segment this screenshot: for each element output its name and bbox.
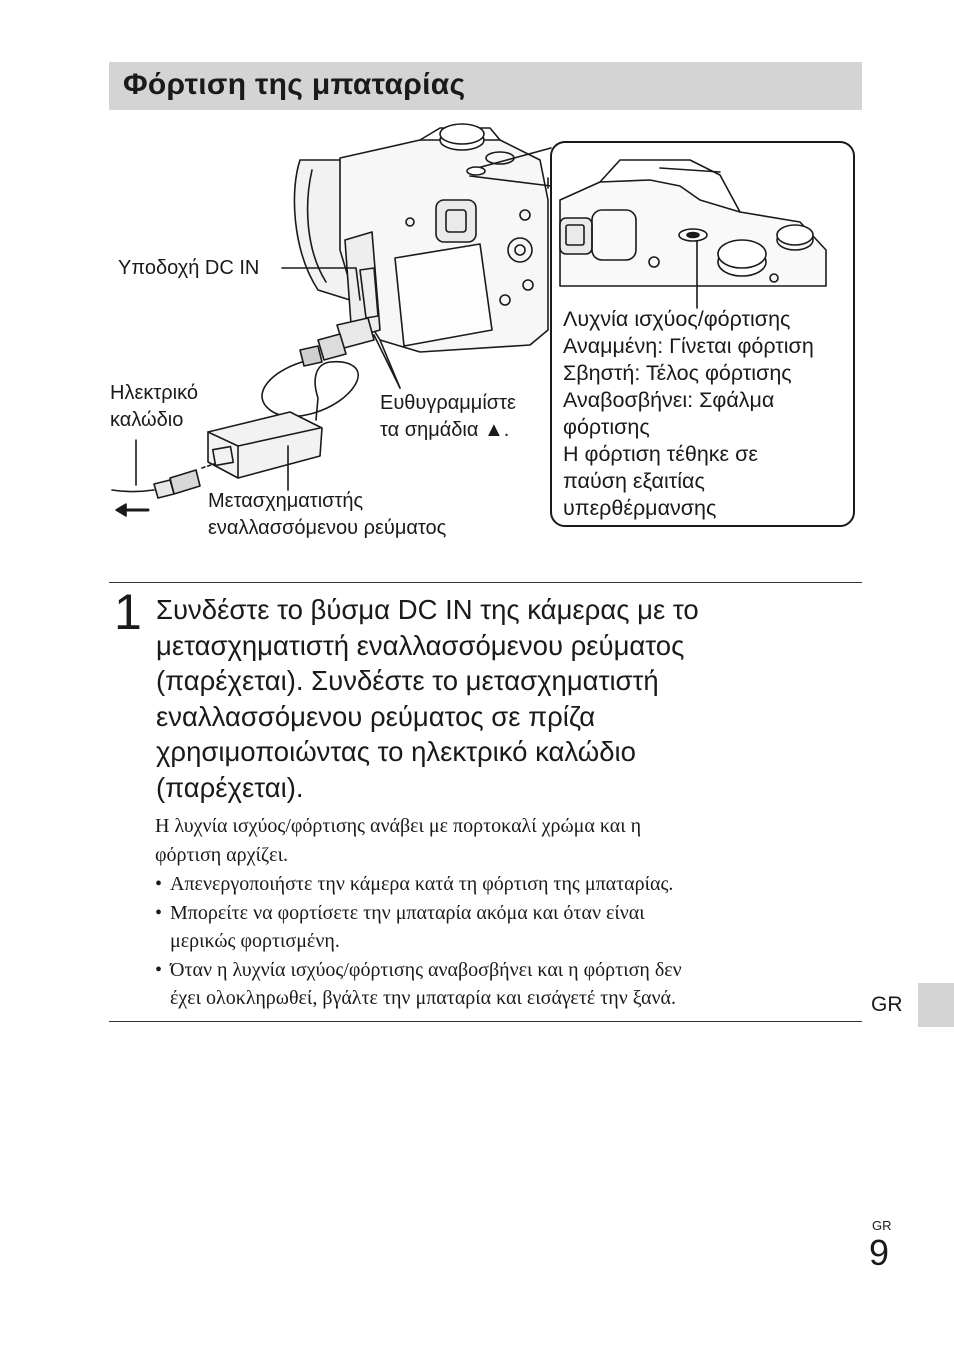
callout-line: Η φόρτιση τέθηκε σε	[563, 442, 758, 466]
label-align-line-2: τα σημάδια ▲.	[380, 419, 510, 441]
step-instruction	[156, 592, 856, 805]
label-dc-in: Υποδοχή DC IN	[118, 257, 260, 279]
callout-line: παύση εξαιτίας	[563, 469, 705, 493]
note-line: έχει ολοκληρωθεί, βγάλτε την μπαταρία και εισάγετέ την ξανά.	[170, 987, 676, 1009]
description-line: Η λυχνία ισχύος/φόρτισης ανάβει με πορτοκαλί χρώμα και η	[155, 815, 642, 837]
charging-illustration	[0, 0, 954, 580]
callout-line: Αναμμένη: Γίνεται φόρτιση	[563, 334, 814, 358]
step-line: εναλλασσόμενου ρεύματος σε πρίζα	[156, 700, 596, 732]
callout-line: Αναβοσβήνει: Σφάλμα	[563, 388, 775, 412]
step-number: 1	[114, 584, 142, 640]
label-power-cord-line-2: καλώδιο	[110, 409, 184, 431]
step-bottom-rule	[109, 1021, 862, 1022]
step-line: (παρέχεται).	[156, 771, 304, 803]
charge-lamp-callout	[563, 306, 814, 522]
note-line: • Μπορείτε να φορτίσετε την μπαταρία ακόμα και όταν είναι	[170, 901, 645, 924]
step-line: μετασχηματιστή εναλλασσόμενου ρεύματος	[156, 629, 685, 661]
step-line: Συνδέστε το βύσμα DC IN της κάμερας με το	[156, 594, 699, 625]
step-line: χρησιμοποιώντας το ηλεκτρικό καλώδιο	[156, 736, 636, 767]
label-power-cord-line-1: Ηλεκτρικό	[110, 382, 198, 404]
label-ac-adapter	[208, 488, 446, 542]
language-label: GR	[871, 993, 903, 1016]
note-line: • Όταν η λυχνία ισχύος/φόρτισης αναβοσβήνει και η φόρτιση δεν	[170, 958, 682, 981]
section-title: Φόρτιση της μπαταρίας	[123, 68, 466, 101]
description-line: φόρτιση αρχίζει.	[155, 843, 288, 866]
label-adapter-line-1: Μετασχηματιστής	[208, 490, 364, 512]
callout-line: Λυχνία ισχύος/φόρτισης	[563, 307, 791, 331]
label-power-cord	[110, 380, 198, 434]
language-tab	[918, 983, 954, 1027]
label-adapter-line-2: εναλλασσόμενου ρεύματος	[208, 517, 447, 539]
page-number: 9	[869, 1232, 890, 1273]
note-item	[155, 899, 875, 956]
callout-line: φόρτισης	[563, 415, 650, 439]
step-line: (παρέχεται). Συνδέστε το μετασχηματιστή	[156, 665, 659, 696]
label-align-marks	[380, 390, 516, 444]
step-top-rule	[109, 582, 862, 583]
note-line: • Απενεργοποιήστε την κάμερα κατά τη φόρτιση της μπαταρίας.	[170, 873, 674, 895]
callout-line: Σβηστή: Τέλος φόρτισης	[563, 361, 792, 385]
callout-line: υπερθέρμανσης	[563, 496, 717, 520]
note-item	[155, 956, 875, 1013]
notes-list	[155, 870, 875, 1013]
label-align-line-1: Ευθυγραμμίστε	[380, 392, 516, 414]
note-line: μερικώς φορτισμένη.	[170, 930, 340, 952]
note-item	[155, 870, 875, 899]
step-description	[155, 812, 855, 869]
page-language: GR	[872, 1218, 892, 1233]
